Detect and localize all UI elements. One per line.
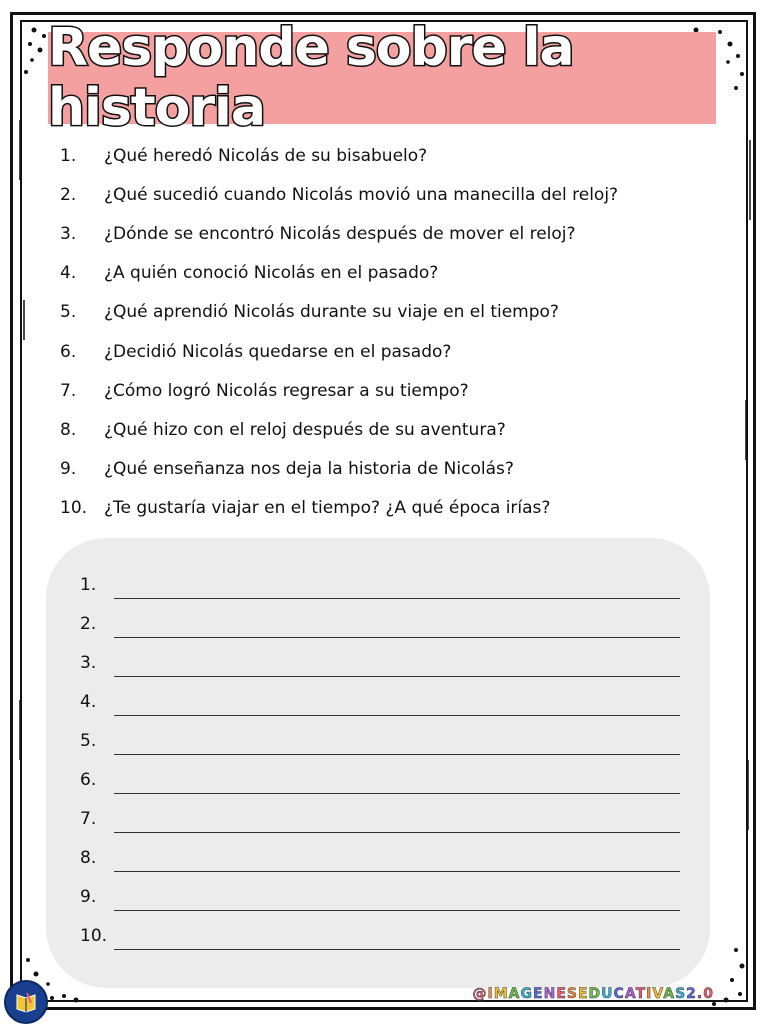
page-title: Responde sobre la historia (48, 18, 574, 138)
answer-number: 7. (80, 809, 97, 829)
question-list (60, 136, 700, 528)
question-item (60, 450, 700, 489)
answer-row (80, 911, 680, 950)
answer-line[interactable] (114, 637, 680, 677)
answer-row (80, 716, 680, 755)
question-text: ¿Decidió Nicolás quedarse en el pasado? (104, 341, 452, 362)
question-number: 1. (60, 145, 77, 166)
answer-number: 5. (80, 731, 97, 751)
answer-line[interactable] (114, 715, 680, 755)
book-logo-icon (4, 980, 48, 1024)
answer-line[interactable] (114, 598, 680, 638)
answer-row (80, 794, 680, 833)
question-number: 9. (60, 459, 77, 480)
question-item (60, 214, 700, 253)
answer-number: 2. (80, 614, 97, 634)
question-text: ¿Qué aprendió Nicolás durante su viaje en el tiempo? (104, 302, 559, 323)
answer-row (80, 599, 680, 638)
answer-number: 3. (80, 653, 97, 673)
answer-row (80, 833, 680, 872)
question-text: ¿Qué sucedió cuando Nicolás movió una manecilla del reloj? (104, 184, 619, 205)
answer-row (80, 755, 680, 794)
question-text: ¿Cómo logró Nicolás regresar a su tiempo? (104, 380, 469, 401)
question-item (60, 175, 700, 214)
answer-row (80, 872, 680, 911)
answer-line[interactable] (114, 871, 680, 911)
answer-row (80, 560, 680, 599)
answer-list (80, 560, 680, 950)
question-number: 8. (60, 419, 77, 440)
question-text: ¿Qué hizo con el reloj después de su aventura? (104, 419, 506, 440)
answer-line[interactable] (114, 832, 680, 872)
answer-line[interactable] (114, 676, 680, 716)
answer-line[interactable] (114, 910, 680, 950)
title-banner (48, 18, 716, 138)
question-item (60, 371, 700, 410)
question-text: ¿Qué enseñanza nos deja la historia de Nicolás? (104, 459, 514, 480)
question-number: 5. (60, 302, 77, 323)
answer-line[interactable] (114, 793, 680, 833)
question-item (60, 254, 700, 293)
question-number: 7. (60, 380, 77, 401)
question-item (60, 410, 700, 449)
question-text: ¿Qué heredó Nicolás de su bisabuelo? (104, 145, 428, 166)
question-item (60, 293, 700, 332)
question-number: 10. (60, 498, 88, 519)
question-number: 2. (60, 184, 77, 205)
question-item (60, 332, 700, 371)
answer-row (80, 677, 680, 716)
answer-number: 8. (80, 848, 97, 868)
question-item (60, 489, 700, 528)
answer-line[interactable] (114, 559, 680, 599)
question-number: 4. (60, 263, 77, 284)
question-number: 6. (60, 341, 77, 362)
answer-number: 4. (80, 692, 97, 712)
question-text: ¿Te gustaría viajar en el tiempo? ¿A qué época irías? (104, 498, 551, 519)
answer-line[interactable] (114, 754, 680, 794)
answer-number: 6. (80, 770, 97, 790)
answer-row (80, 638, 680, 677)
question-text: ¿Dónde se encontró Nicolás después de mover el reloj? (104, 223, 576, 244)
watermark: @IMAGENESEDUCATIVAS2.0 (472, 986, 714, 1002)
question-text: ¿A quién conoció Nicolás en el pasado? (104, 263, 439, 284)
question-item (60, 136, 700, 175)
answer-number: 1. (80, 575, 97, 595)
answer-number: 10. (80, 926, 108, 946)
question-number: 3. (60, 223, 77, 244)
answer-number: 9. (80, 887, 97, 907)
